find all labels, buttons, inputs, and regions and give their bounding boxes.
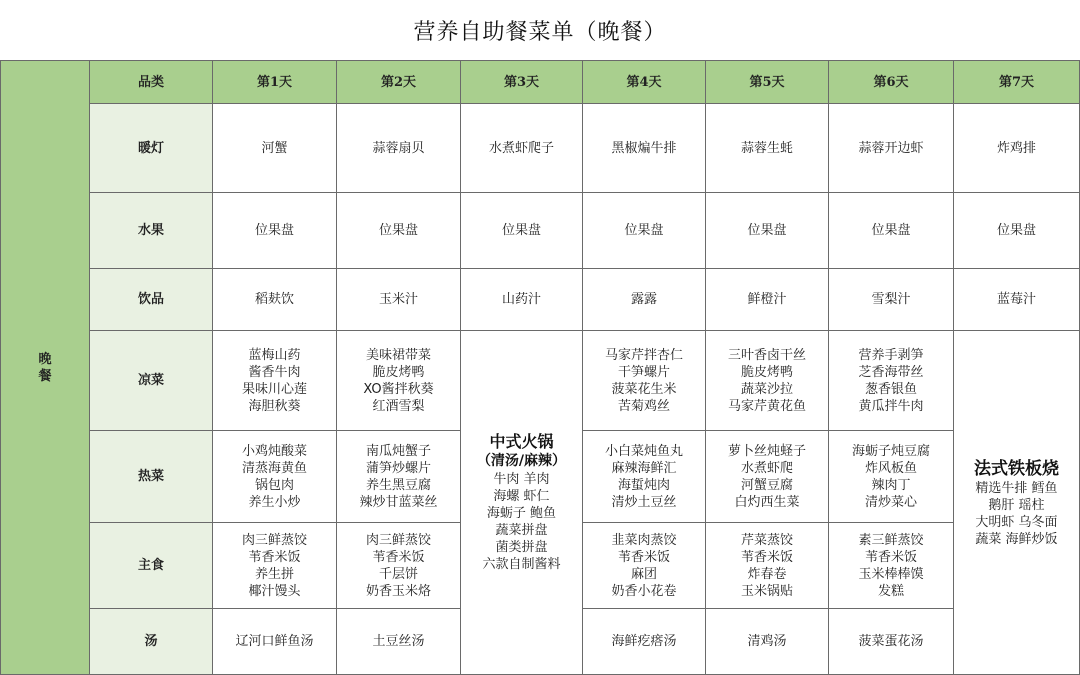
meal-label bbox=[1, 61, 90, 675]
cell-drink-day-1: 稻麸饮 bbox=[213, 269, 337, 331]
header-row bbox=[1, 61, 1080, 104]
cell-fruit-day-3: 位果盘 bbox=[461, 193, 583, 269]
cell-soup-day-1: 辽河口鲜鱼汤 bbox=[213, 609, 337, 675]
hotpot-item: 海螺 虾仁 bbox=[493, 489, 550, 504]
cell-hotpot-day-3 bbox=[461, 331, 583, 675]
dish: 蔬菜沙拉 bbox=[740, 381, 793, 397]
teppanyaki-item: 大明虾 乌冬面 bbox=[975, 514, 1058, 530]
row-fruit bbox=[1, 193, 1080, 269]
dish: 水煮虾爬 bbox=[740, 460, 793, 476]
dish: 苇香米饭 bbox=[740, 549, 793, 565]
dish: 清蒸海黄鱼 bbox=[241, 460, 307, 476]
teppanyaki-title: 法式铁板烧 bbox=[974, 458, 1059, 479]
category-cold: 凉菜 bbox=[90, 331, 213, 431]
dish: 美味裙带菜 bbox=[365, 347, 431, 363]
cell-staple-day-6 bbox=[829, 523, 954, 609]
cell-staple-day-5 bbox=[706, 523, 829, 609]
dish: 苇香米饭 bbox=[617, 549, 670, 565]
dish: 麻辣海鲜汇 bbox=[611, 460, 677, 476]
dish: 奶香玉米烙 bbox=[365, 583, 431, 599]
cell-warm-day-6: 蒜蓉开边虾 bbox=[829, 104, 954, 193]
cell-soup-day-2: 土豆丝汤 bbox=[337, 609, 461, 675]
dish: 马家芹拌杏仁 bbox=[604, 347, 683, 363]
cell-drink-day-3: 山药汁 bbox=[461, 269, 583, 331]
dish: 清炒土豆丝 bbox=[611, 494, 677, 510]
dish: 红酒雪梨 bbox=[372, 398, 425, 414]
cell-cold-day-4 bbox=[583, 331, 706, 431]
dish: 芝香海带丝 bbox=[858, 364, 924, 380]
category-drink: 饮品 bbox=[90, 269, 213, 331]
cell-soup-day-4: 海鲜疙瘩汤 bbox=[583, 609, 706, 675]
hotpot-item: 海蛎子 鲍鱼 bbox=[486, 506, 557, 521]
dish: 苇香米饭 bbox=[372, 549, 425, 565]
cell-hot-day-4 bbox=[583, 431, 706, 523]
category-hot: 热菜 bbox=[90, 431, 213, 523]
dish: 辣炒甘蓝菜丝 bbox=[359, 494, 438, 510]
hotpot-item: 蔬菜拼盘 bbox=[495, 523, 548, 538]
hotpot-item: 菌类拼盘 bbox=[495, 540, 548, 555]
cell-fruit-day-4: 位果盘 bbox=[583, 193, 706, 269]
dish: 蒲笋炒螺片 bbox=[365, 460, 431, 476]
cell-drink-day-2: 玉米汁 bbox=[337, 269, 461, 331]
dish: 苇香米饭 bbox=[248, 549, 301, 565]
dish: 奶香小花卷 bbox=[611, 583, 677, 599]
dish: XO酱拌秋葵 bbox=[363, 381, 434, 397]
cell-cold-day-1 bbox=[213, 331, 337, 431]
cell-teppanyaki-day-7 bbox=[954, 331, 1080, 675]
category-warm: 暖灯 bbox=[90, 104, 213, 193]
header-day-5: 第5天 bbox=[706, 61, 829, 104]
dish: 小白菜炖鱼丸 bbox=[604, 443, 683, 459]
dish: 营养手剥笋 bbox=[858, 347, 924, 363]
dish: 三叶香卤干丝 bbox=[727, 347, 806, 363]
dish: 肉三鲜蒸饺 bbox=[241, 532, 307, 548]
cell-fruit-day-2: 位果盘 bbox=[337, 193, 461, 269]
cell-staple-day-2 bbox=[337, 523, 461, 609]
dish: 养生拼 bbox=[254, 566, 294, 582]
header-day-1: 第1天 bbox=[213, 61, 337, 104]
dish: 千层饼 bbox=[378, 566, 418, 582]
hotpot-item: 六款自制酱料 bbox=[482, 557, 561, 572]
dish: 干笋螺片 bbox=[617, 364, 670, 380]
dish: 葱香银鱼 bbox=[864, 381, 917, 397]
dish: 小鸡炖酸菜 bbox=[241, 443, 307, 459]
dish: 黄瓜拌牛肉 bbox=[858, 398, 924, 414]
dish: 萝卜丝炖蛏子 bbox=[727, 443, 806, 459]
teppanyaki-item: 蔬菜 海鲜炒饭 bbox=[975, 531, 1058, 547]
cell-cold-day-6 bbox=[829, 331, 954, 431]
cell-drink-day-7: 蓝莓汁 bbox=[954, 269, 1080, 331]
category-soup: 汤 bbox=[90, 609, 213, 675]
teppanyaki-item: 精选牛排 鳕鱼 bbox=[975, 480, 1058, 496]
cell-staple-day-1 bbox=[213, 523, 337, 609]
row-cold bbox=[1, 331, 1080, 431]
dish: 发糕 bbox=[877, 583, 904, 599]
cell-fruit-day-1: 位果盘 bbox=[213, 193, 337, 269]
dish: 苇香米饭 bbox=[864, 549, 917, 565]
meal-label-char-2: 餐 bbox=[38, 368, 52, 384]
cell-warm-day-2: 蒜蓉扇贝 bbox=[337, 104, 461, 193]
dish: 马家芹黄花鱼 bbox=[727, 398, 806, 414]
dish: 养生小炒 bbox=[248, 494, 301, 510]
dish: 芹菜蒸饺 bbox=[740, 532, 793, 548]
dish: 海蛎子炖豆腐 bbox=[851, 443, 930, 459]
cell-cold-day-2 bbox=[337, 331, 461, 431]
teppanyaki-item: 鹅肝 瑶柱 bbox=[988, 497, 1045, 513]
header-day-7: 第7天 bbox=[954, 61, 1080, 104]
dish: 麻团 bbox=[630, 566, 657, 582]
dish: 椰汁馒头 bbox=[248, 583, 301, 599]
dish: 养生黑豆腐 bbox=[365, 477, 431, 493]
dish: 玉米棒棒馍 bbox=[858, 566, 924, 582]
dish: 酱香牛肉 bbox=[248, 364, 301, 380]
dish: 南瓜炖蟹子 bbox=[365, 443, 431, 459]
cell-fruit-day-6: 位果盘 bbox=[829, 193, 954, 269]
dish: 脆皮烤鸭 bbox=[372, 364, 425, 380]
dish: 炸春卷 bbox=[747, 566, 787, 582]
cell-staple-day-4 bbox=[583, 523, 706, 609]
cell-drink-day-6: 雪梨汁 bbox=[829, 269, 954, 331]
category-fruit: 水果 bbox=[90, 193, 213, 269]
cell-hot-day-6 bbox=[829, 431, 954, 523]
cell-warm-day-4: 黑椒煸牛排 bbox=[583, 104, 706, 193]
cell-drink-day-5: 鲜橙汁 bbox=[706, 269, 829, 331]
dish: 海胆秋葵 bbox=[248, 398, 301, 414]
category-staple: 主食 bbox=[90, 523, 213, 609]
cell-fruit-day-5: 位果盘 bbox=[706, 193, 829, 269]
header-category: 品类 bbox=[90, 61, 213, 104]
cell-soup-day-5: 清鸡汤 bbox=[706, 609, 829, 675]
cell-soup-day-6: 菠菜蛋花汤 bbox=[829, 609, 954, 675]
cell-warm-day-3: 水煮虾爬子 bbox=[461, 104, 583, 193]
header-day-3: 第3天 bbox=[461, 61, 583, 104]
dish: 清炒菜心 bbox=[864, 494, 917, 510]
dish: 果味川心莲 bbox=[241, 381, 307, 397]
cell-hot-day-2 bbox=[337, 431, 461, 523]
dish: 苦菊鸡丝 bbox=[617, 398, 670, 414]
dish: 海蜇炖肉 bbox=[617, 477, 670, 493]
dish: 白灼西生菜 bbox=[734, 494, 800, 510]
cell-warm-day-1: 河蟹 bbox=[213, 104, 337, 193]
header-day-2: 第2天 bbox=[337, 61, 461, 104]
cell-warm-day-5: 蒜蓉生蚝 bbox=[706, 104, 829, 193]
header-day-6: 第6天 bbox=[829, 61, 954, 104]
dish: 素三鲜蒸饺 bbox=[858, 532, 924, 548]
dish: 炸风板鱼 bbox=[864, 460, 917, 476]
menu-title: 营养自助餐菜单（晚餐） bbox=[413, 19, 667, 45]
cell-hot-day-1 bbox=[213, 431, 337, 523]
dish: 蓝梅山药 bbox=[248, 347, 301, 363]
dish: 菠菜花生米 bbox=[611, 381, 677, 397]
cell-drink-day-4: 露露 bbox=[583, 269, 706, 331]
row-warm bbox=[1, 104, 1080, 193]
meal-label-char-1: 晚 bbox=[38, 351, 52, 367]
dish: 河蟹豆腐 bbox=[740, 477, 793, 493]
header-day-4: 第4天 bbox=[583, 61, 706, 104]
row-drink bbox=[1, 269, 1080, 331]
dish: 肉三鲜蒸饺 bbox=[365, 532, 431, 548]
cell-hot-day-5 bbox=[706, 431, 829, 523]
dish: 锅包肉 bbox=[254, 477, 294, 493]
dinner-menu-table bbox=[0, 60, 1080, 675]
hotpot-title: 中式火锅 bbox=[489, 432, 554, 451]
cell-warm-day-7: 炸鸡排 bbox=[954, 104, 1080, 193]
dish: 脆皮烤鸭 bbox=[740, 364, 793, 380]
cell-cold-day-5 bbox=[706, 331, 829, 431]
dish: 玉米锅贴 bbox=[740, 583, 793, 599]
hotpot-subtitle: （清汤/麻辣） bbox=[476, 453, 567, 469]
dish: 韭菜肉蒸饺 bbox=[611, 532, 677, 548]
dish: 辣肉丁 bbox=[871, 477, 911, 493]
hotpot-item: 牛肉 羊肉 bbox=[493, 472, 550, 487]
cell-fruit-day-7: 位果盘 bbox=[954, 193, 1080, 269]
